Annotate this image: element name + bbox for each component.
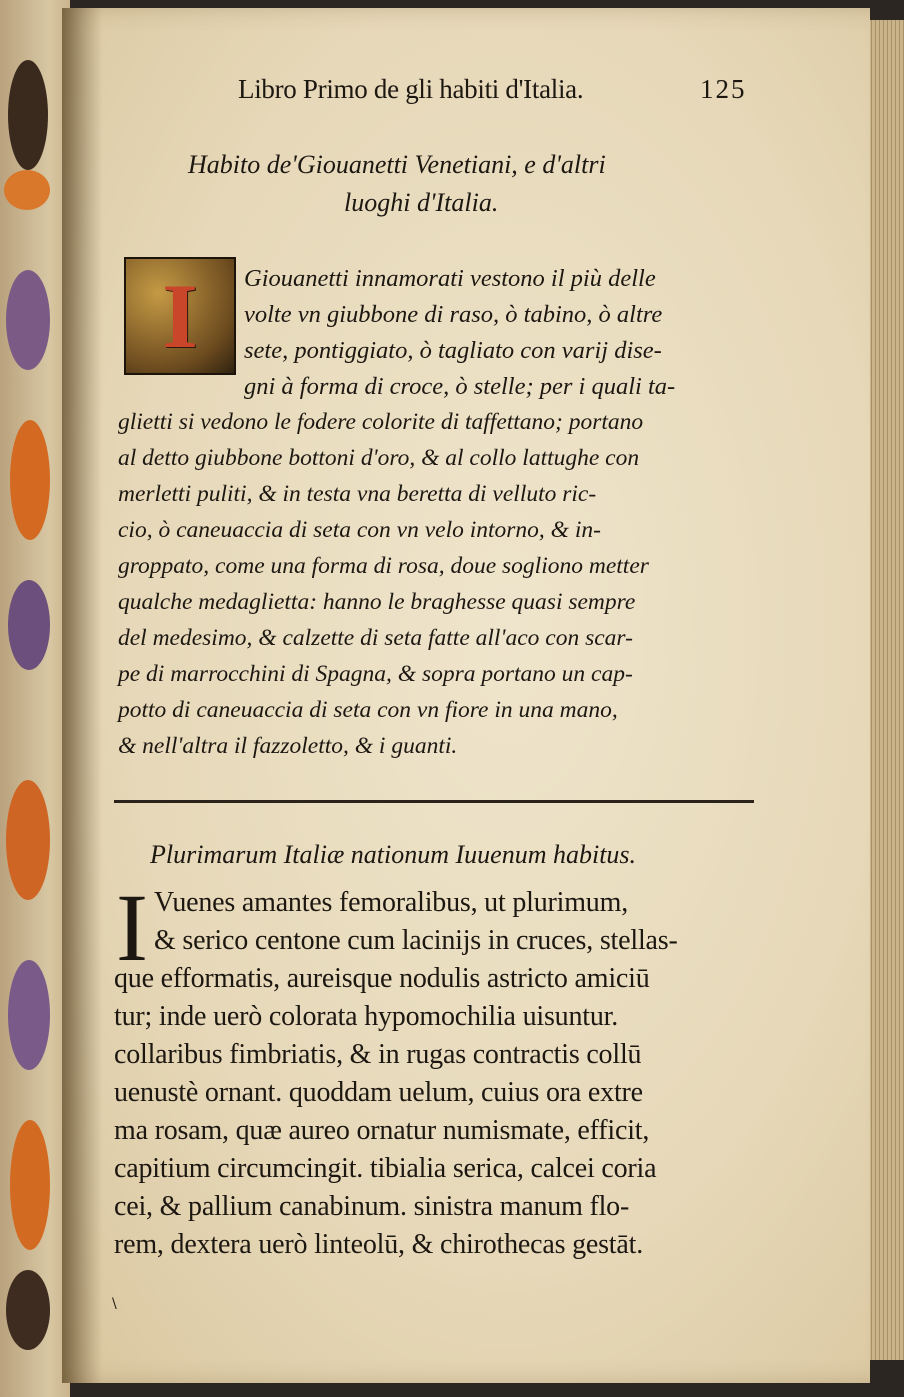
italian-text-line: pe di marrocchini di Spagna, & sopra portano un cap- [118,661,633,687]
gutter-shadow [62,8,102,1383]
ornament-border [4,170,50,210]
italian-text-line: glietti si vedono le fodere colorite di taffettano; portano [118,409,644,435]
page-number: 125 [700,74,747,104]
horizontal-rule [114,800,754,803]
ornament-border [8,580,50,670]
italian-text-line: al detto giubbone bottoni d'oro, & al collo lattughe con [118,445,640,471]
italian-text-line: volte vn giubbone di raso, ò tabino, ò altre [244,301,663,328]
ornament-border [6,270,50,370]
ornament-border [10,420,50,540]
running-head: Libro Primo de gli habiti d'Italia. [238,74,584,104]
italian-text-line: qualche medaglietta: hanno le braghesse quasi sempre [118,589,636,615]
latin-text-line: rem, dextera uerò linteolū, & chirothecas gestāt. [114,1229,643,1260]
facing-page-edge [0,0,70,1397]
ornament-border [6,780,50,900]
italian-title-line: luoghi d'Italia. [344,188,499,217]
latin-text-line: que efformatis, aureisque nodulis astricto amiciū [114,963,650,994]
italian-text-line: groppato, come una forma di rosa, doue sogliono metter [118,553,649,579]
latin-text-line: uenustè ornant. quoddam uelum, cuius ora extre [114,1077,643,1108]
italian-text-line: del medesimo, & calzette di seta fatte all'aco con scar- [118,625,633,651]
latin-initial: I [116,874,148,981]
decorated-initial [124,257,236,375]
italian-text-line: cio, ò caneuaccia di seta con vn velo intorno, & in- [118,517,601,543]
ornament-border [10,1120,50,1250]
footer-mark: \ [112,1296,117,1312]
latin-title: Plurimarum Italiæ nationum Iuuenum habitus. [150,840,637,869]
latin-text-line: capitium circumcingit. tibialia serica, calcei coria [114,1153,657,1184]
italian-text-line: potto di caneuaccia di seta con vn fiore in una mano, [118,697,618,723]
latin-text-line: Vuenes amantes femoralibus, ut plurimum, [154,887,628,918]
italian-text-line: sete, pontiggiato, ò tagliato con varij dise- [244,337,662,364]
latin-text-line: & serico centone cum lacinijs in cruces, stellas- [154,925,678,956]
italian-title-line: Habito de'Giouanetti Venetiani, e d'altri [188,150,606,179]
italian-text-line: merletti puliti, & in testa vna beretta di velluto ric- [118,481,597,507]
ornament-border [6,1270,50,1350]
latin-text-line: tur; inde uerò colorata hypomochilia uisuntur. [114,1001,619,1032]
italian-text-line: gni à forma di croce, ò stelle; per i quali ta- [244,373,676,400]
ornament-border [8,960,50,1070]
italian-text-line: & nell'altra il fazzoletto, & i guanti. [118,733,458,759]
ornament-border [8,60,48,170]
decorated-initial-letter: I [162,265,198,367]
latin-text-line: collaribus fimbriatis, & in rugas contractis collū [114,1039,642,1070]
italian-text-line: Giouanetti innamorati vestono il più delle [244,265,656,292]
latin-text-line: ma rosam, quæ aureo ornatur numismate, efficit, [114,1115,650,1146]
latin-text-line: cei, & pallium canabinum. sinistra manum flo- [114,1191,630,1222]
